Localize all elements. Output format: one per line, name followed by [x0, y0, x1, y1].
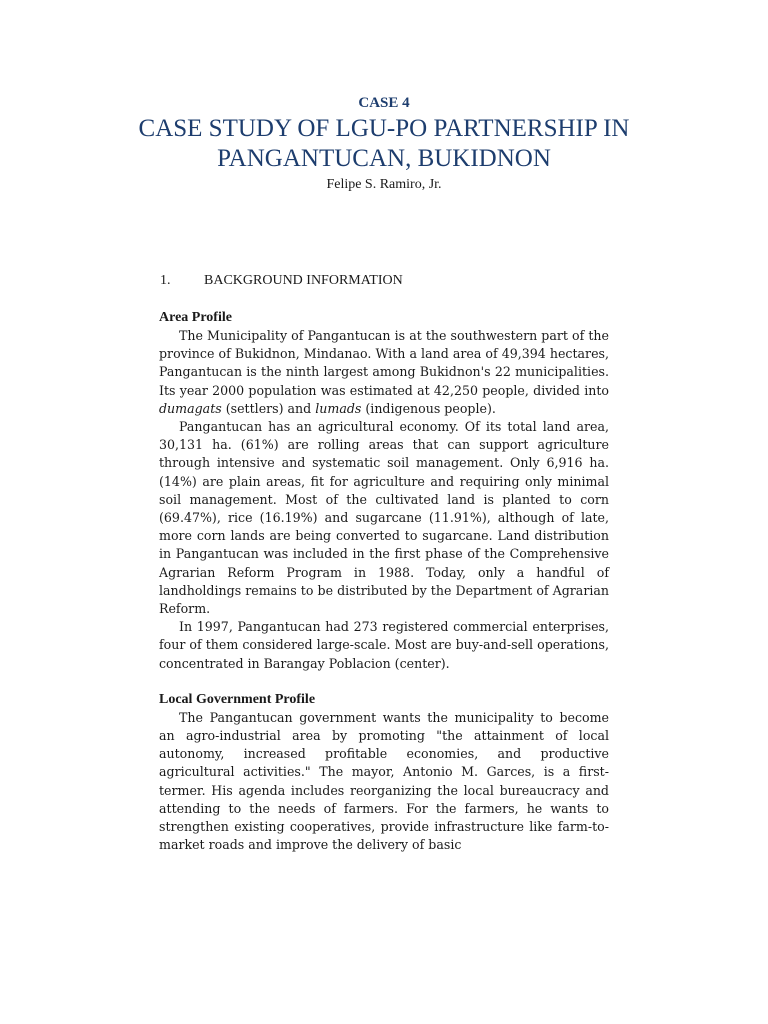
italic-term: lumads [315, 400, 362, 416]
text-run: The Municipality of Pangantucan is at the southwestern part of the province of Bukidnon, Mindanao. With a land area of 49,394 hectares, Pangantucan is the ninth largest among Bukidnon's 22 municipalities. Its year 2000 population was estimated at 42,250 people, divided into [159, 328, 609, 398]
document-title [0, 114, 768, 174]
section-heading [160, 273, 403, 289]
italic-term: dumagats [159, 400, 222, 416]
case-label: CASE 4 [358, 95, 410, 111]
local-government-heading: Local Government Profile [159, 691, 316, 707]
author-name: Felipe S. Ramiro, Jr. [326, 177, 442, 192]
text-run: (indigenous people). [361, 400, 496, 416]
area-profile-paragraph-2: Pangantucan has an agricultural economy. Of its total land area, 30,131 ha. (61%) are rolling areas that can support agriculture through intensive and systematic soil management. Only 6,916 ha. (14%) are plain areas, fit for agriculture and requiring only minimal soil management. Most of the cultivated land is planted to corn (69.47%), rice (16.19%) and sugarcane (11.91%), although of late, more corn lands are being converted to sugarcane. Land distribution in Pangantucan was included in the first phase of the Comprehensive Agrarian Reform Program in 1988. Today, only a handful of landholdings remains to be distributed by the Department of Agrarian Reform. [159, 419, 609, 617]
spacer [159, 673, 609, 691]
section-title: BACKGROUND INFORMATION [204, 273, 403, 288]
section-number: 1. [160, 273, 171, 288]
title-line-1: CASE STUDY OF LGU-PO PARTNERSHIP IN [138, 115, 630, 142]
area-profile-paragraph-1 [159, 327, 609, 418]
area-profile-paragraph-3: In 1997, Pangantucan had 273 registered commercial enterprises, four of them considered large-scale. Most are buy-and-sell operations, concentrated in Barangay Poblacion (center). [159, 619, 609, 671]
body-content [159, 309, 609, 854]
local-government-paragraph-1: The Pangantucan government wants the municipality to become an agro-industrial area by promoting "the attainment of local autonomy, increased profitable economies, and productive agricultural activities." The mayor, Antonio M. Garces, is a first-termer. His agenda includes reorganizing the local bureaucracy and attending to the needs of farmers. For the farmers, he wants to strengthen existing cooperatives, provide infrastructure like farm-to-market roads and improve the delivery of basic [159, 709, 609, 853]
text-run: (settlers) and [221, 400, 316, 416]
area-profile-heading: Area Profile [159, 310, 232, 325]
title-line-2: PANGANTUCAN, BUKIDNON [217, 145, 551, 172]
